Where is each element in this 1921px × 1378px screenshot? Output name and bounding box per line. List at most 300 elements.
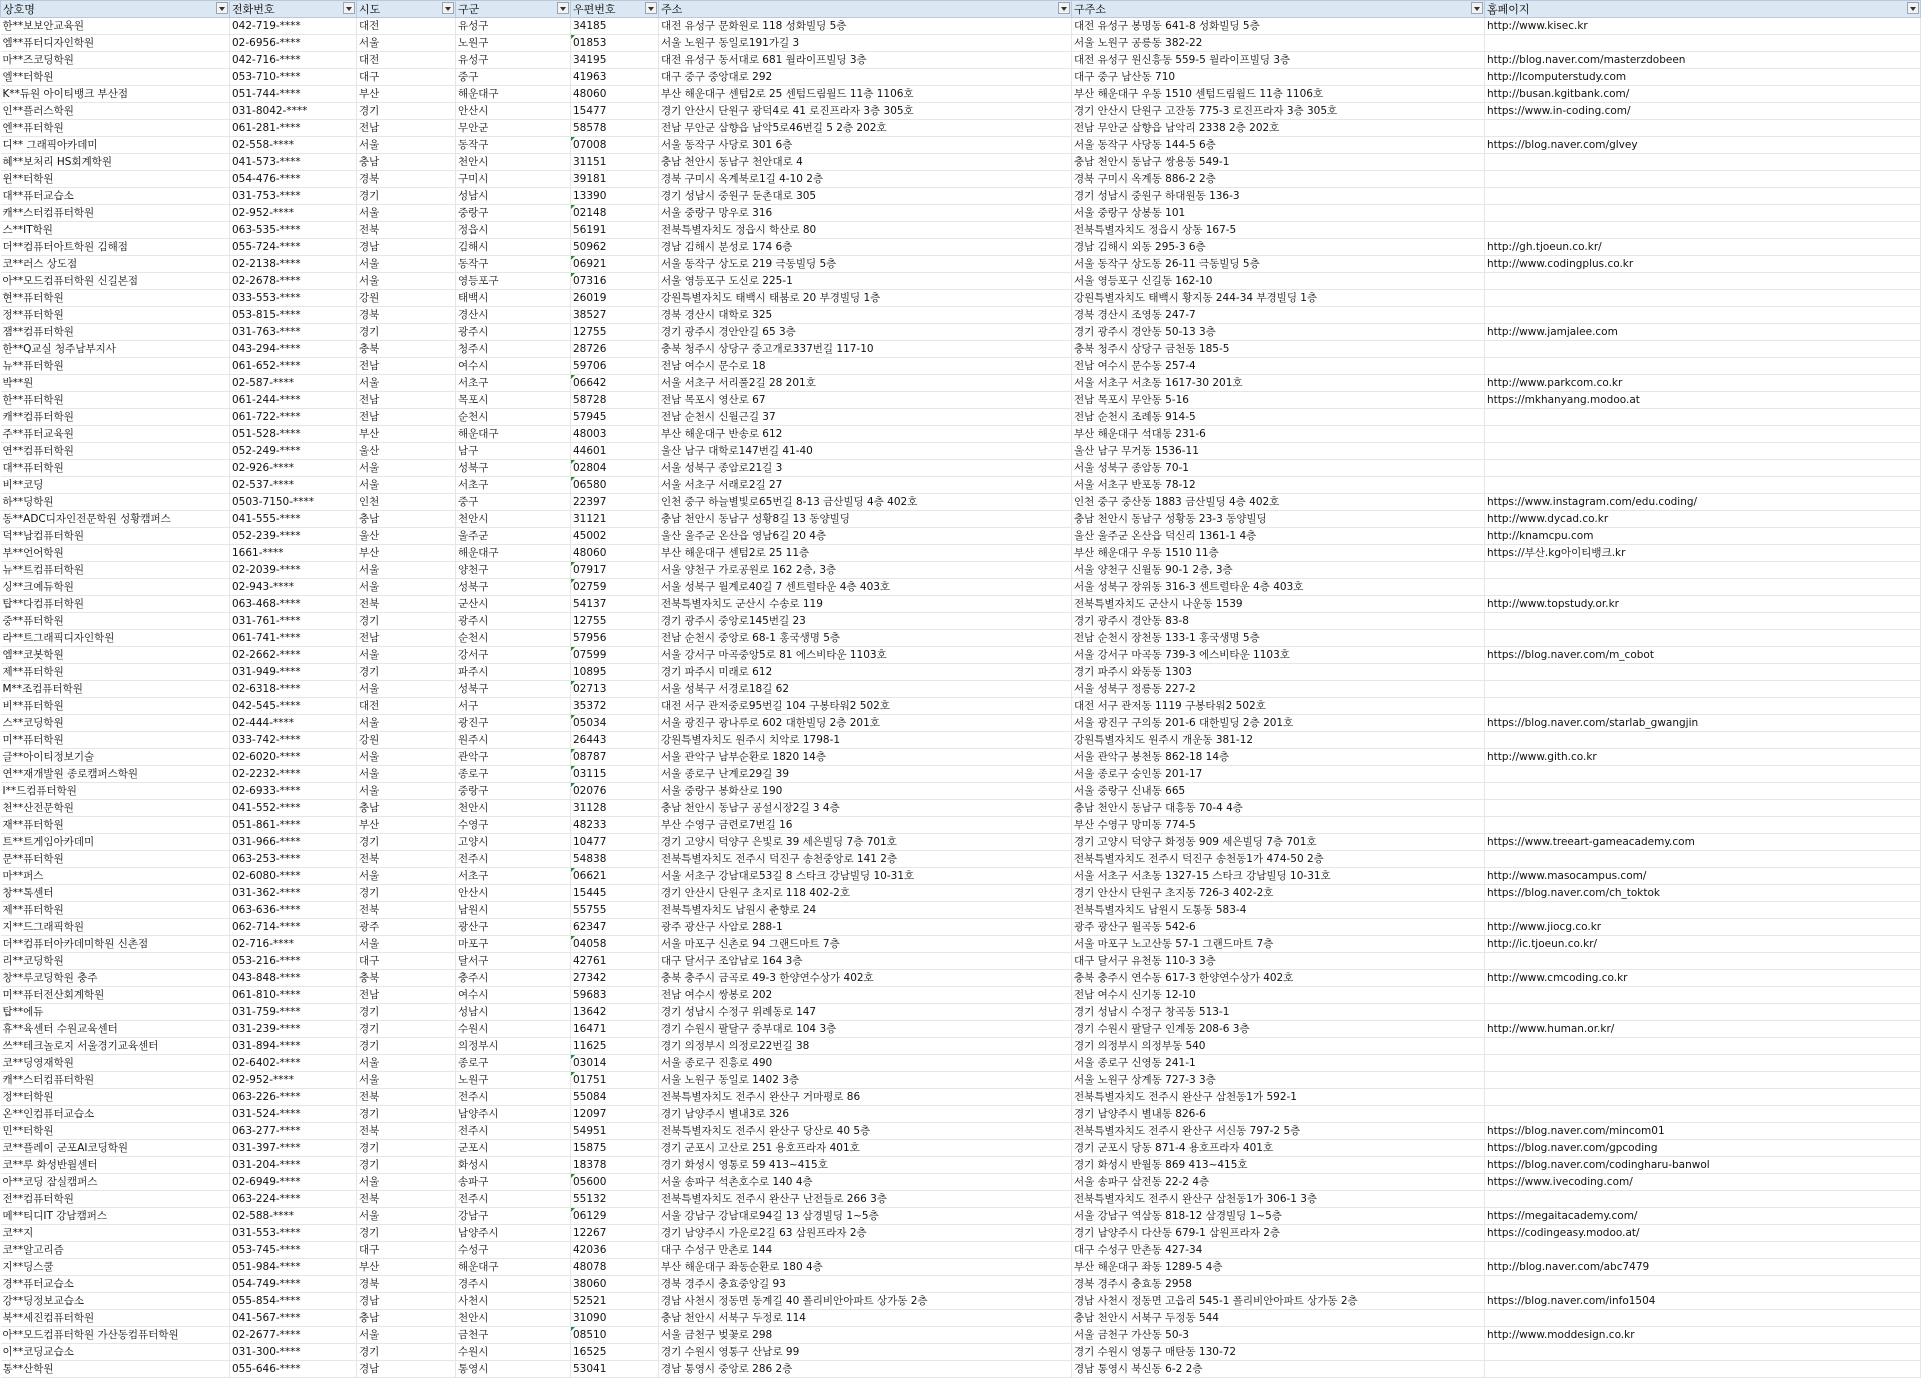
cell-phone[interactable]: 02-952-**** bbox=[230, 1072, 357, 1089]
cell-name[interactable]: 캐**스터컴퓨터학원 bbox=[1, 1072, 230, 1089]
cell-phone[interactable]: 02-6933-**** bbox=[230, 783, 357, 800]
cell-address[interactable]: 경기 남양주시 가운로2길 63 삼원프라자 2층 bbox=[659, 1225, 1072, 1242]
cell-homepage[interactable] bbox=[1485, 1242, 1921, 1259]
cell-phone[interactable]: 02-2662-**** bbox=[230, 647, 357, 664]
cell-address[interactable]: 경기 안산시 단원구 초지로 118 402-2호 bbox=[659, 885, 1072, 902]
cell-address[interactable]: 충남 천안시 서북구 두정로 114 bbox=[659, 1310, 1072, 1327]
cell-address[interactable]: 대전 유성구 문화원로 118 성화빌딩 5층 bbox=[659, 18, 1072, 35]
cell-district[interactable]: 관악구 bbox=[456, 749, 571, 766]
cell-address[interactable]: 경기 광주시 중앙로145번길 23 bbox=[659, 613, 1072, 630]
cell-address[interactable]: 대구 달서구 조암남로 164 3층 bbox=[659, 953, 1072, 970]
cell-province[interactable]: 대전 bbox=[357, 698, 456, 715]
cell-homepage[interactable]: http://www.kisec.kr bbox=[1485, 18, 1921, 35]
cell-homepage[interactable]: https://blog.naver.com/starlab_gwangjin bbox=[1485, 715, 1921, 732]
cell-district[interactable]: 강남구 bbox=[456, 1208, 571, 1225]
cell-homepage[interactable]: https://www.ivecoding.com/ bbox=[1485, 1174, 1921, 1191]
cell-old-address[interactable]: 서울 노원구 상계동 727-3 3층 bbox=[1072, 1072, 1485, 1089]
cell-province[interactable]: 서울 bbox=[357, 562, 456, 579]
cell-address[interactable]: 서울 서초구 서리풀2길 28 201호 bbox=[659, 375, 1072, 392]
column-header-homepage[interactable] bbox=[1485, 1, 1921, 18]
cell-zipcode[interactable]: 44601 bbox=[571, 443, 659, 460]
cell-name[interactable]: 코**알고리즘 bbox=[1, 1242, 230, 1259]
cell-province[interactable]: 충남 bbox=[357, 800, 456, 817]
cell-province[interactable]: 경기 bbox=[357, 613, 456, 630]
cell-province[interactable]: 충남 bbox=[357, 1310, 456, 1327]
cell-province[interactable]: 전북 bbox=[357, 596, 456, 613]
cell-homepage[interactable] bbox=[1485, 630, 1921, 647]
cell-province[interactable]: 서울 bbox=[357, 749, 456, 766]
cell-name[interactable]: 코**딩영재학원 bbox=[1, 1055, 230, 1072]
cell-province[interactable]: 서울 bbox=[357, 1208, 456, 1225]
cell-zipcode[interactable]: 59706 bbox=[571, 358, 659, 375]
filter-dropdown-icon[interactable] bbox=[645, 2, 657, 14]
cell-phone[interactable]: 063-636-**** bbox=[230, 902, 357, 919]
cell-old-address[interactable]: 경기 안산시 단원구 초지동 726-3 402-2호 bbox=[1072, 885, 1485, 902]
cell-zipcode[interactable]: 48060 bbox=[571, 545, 659, 562]
cell-district[interactable]: 충주시 bbox=[456, 970, 571, 987]
cell-name[interactable]: 글**아이티정보기술 bbox=[1, 749, 230, 766]
cell-homepage[interactable]: http://busan.kgitbank.com/ bbox=[1485, 86, 1921, 103]
cell-homepage[interactable] bbox=[1485, 902, 1921, 919]
cell-district[interactable]: 수원시 bbox=[456, 1021, 571, 1038]
cell-zipcode[interactable]: 39181 bbox=[571, 171, 659, 188]
cell-province[interactable]: 전남 bbox=[357, 987, 456, 1004]
cell-old-address[interactable]: 서울 종로구 신영동 241-1 bbox=[1072, 1055, 1485, 1072]
cell-province[interactable]: 경남 bbox=[357, 239, 456, 256]
cell-homepage[interactable] bbox=[1485, 766, 1921, 783]
cell-homepage[interactable]: https://blog.naver.com/codingharu-banwol bbox=[1485, 1157, 1921, 1174]
cell-district[interactable]: 수영구 bbox=[456, 817, 571, 834]
cell-district[interactable]: 통영시 bbox=[456, 1361, 571, 1378]
cell-old-address[interactable]: 강원특별자치도 태백시 황지동 244-34 부경빌딩 1층 bbox=[1072, 290, 1485, 307]
cell-homepage[interactable]: http://www.jiocg.co.kr bbox=[1485, 919, 1921, 936]
cell-district[interactable]: 양천구 bbox=[456, 562, 571, 579]
cell-old-address[interactable]: 경기 광주시 경안동 50-13 3층 bbox=[1072, 324, 1485, 341]
cell-address[interactable]: 전남 무안군 삼향읍 남악5로46번길 5 2층 202호 bbox=[659, 120, 1072, 137]
cell-district[interactable]: 안산시 bbox=[456, 885, 571, 902]
cell-homepage[interactable]: http://www.topstudy.or.kr bbox=[1485, 596, 1921, 613]
cell-address[interactable]: 서울 동작구 사당로 301 6층 bbox=[659, 137, 1072, 154]
cell-homepage[interactable] bbox=[1485, 171, 1921, 188]
cell-province[interactable]: 전남 bbox=[357, 392, 456, 409]
cell-homepage[interactable] bbox=[1485, 681, 1921, 698]
cell-district[interactable]: 무안군 bbox=[456, 120, 571, 137]
cell-phone[interactable]: 1661-**** bbox=[230, 545, 357, 562]
cell-zipcode[interactable]: 22397 bbox=[571, 494, 659, 511]
cell-homepage[interactable] bbox=[1485, 1276, 1921, 1293]
cell-province[interactable]: 서울 bbox=[357, 477, 456, 494]
cell-old-address[interactable]: 서울 성북구 정릉동 227-2 bbox=[1072, 681, 1485, 698]
cell-province[interactable]: 서울 bbox=[357, 766, 456, 783]
cell-name[interactable]: 재**퓨터학원 bbox=[1, 817, 230, 834]
cell-phone[interactable]: 02-537-**** bbox=[230, 477, 357, 494]
cell-address[interactable]: 서울 동작구 상도로 219 극동빌딩 5층 bbox=[659, 256, 1072, 273]
cell-address[interactable]: 전남 목포시 영산로 67 bbox=[659, 392, 1072, 409]
cell-phone[interactable]: 053-745-**** bbox=[230, 1242, 357, 1259]
column-header-address[interactable] bbox=[659, 1, 1072, 18]
cell-homepage[interactable] bbox=[1485, 1072, 1921, 1089]
cell-name[interactable]: 창**톡센터 bbox=[1, 885, 230, 902]
cell-address[interactable]: 경남 통영시 중앙로 286 2층 bbox=[659, 1361, 1072, 1378]
cell-phone[interactable]: 031-966-**** bbox=[230, 834, 357, 851]
cell-old-address[interactable]: 대구 달서구 유천동 110-3 3층 bbox=[1072, 953, 1485, 970]
cell-district[interactable]: 여수시 bbox=[456, 987, 571, 1004]
cell-district[interactable]: 군포시 bbox=[456, 1140, 571, 1157]
cell-address[interactable]: 경기 고양시 덕양구 은빛로 39 세은빌딩 7층 701호 bbox=[659, 834, 1072, 851]
cell-homepage[interactable] bbox=[1485, 1106, 1921, 1123]
cell-phone[interactable]: 043-294-**** bbox=[230, 341, 357, 358]
column-header-province[interactable] bbox=[357, 1, 456, 18]
cell-homepage[interactable]: http://www.dycad.co.kr bbox=[1485, 511, 1921, 528]
cell-address[interactable]: 강원특별자치도 태백시 태붐로 20 부경빌딩 1층 bbox=[659, 290, 1072, 307]
cell-old-address[interactable]: 경남 통영시 북신동 6-2 2층 bbox=[1072, 1361, 1485, 1378]
cell-old-address[interactable]: 전북특별자치도 정읍시 상동 167-5 bbox=[1072, 222, 1485, 239]
cell-homepage[interactable]: https://blog.naver.com/ch_toktok bbox=[1485, 885, 1921, 902]
cell-phone[interactable]: 051-744-**** bbox=[230, 86, 357, 103]
cell-district[interactable]: 구미시 bbox=[456, 171, 571, 188]
cell-name[interactable]: 지**딩스쿨 bbox=[1, 1259, 230, 1276]
cell-address[interactable]: 전북특별자치도 전주시 완산구 당산로 40 5층 bbox=[659, 1123, 1072, 1140]
cell-district[interactable]: 금천구 bbox=[456, 1327, 571, 1344]
cell-province[interactable]: 대전 bbox=[357, 52, 456, 69]
cell-old-address[interactable]: 울산 남구 무거동 1536-11 bbox=[1072, 443, 1485, 460]
cell-old-address[interactable]: 경기 수원시 팔달구 인계동 208-6 3층 bbox=[1072, 1021, 1485, 1038]
cell-address[interactable]: 전북특별자치도 전주시 완산구 거마평로 86 bbox=[659, 1089, 1072, 1106]
cell-homepage[interactable] bbox=[1485, 1038, 1921, 1055]
cell-zipcode[interactable]: 06580 bbox=[571, 477, 659, 494]
cell-zipcode[interactable]: 15477 bbox=[571, 103, 659, 120]
cell-homepage[interactable]: https://blog.naver.com/m_cobot bbox=[1485, 647, 1921, 664]
cell-district[interactable]: 종로구 bbox=[456, 766, 571, 783]
cell-address[interactable]: 서울 광진구 광나루로 602 대한빌딩 2층 201호 bbox=[659, 715, 1072, 732]
cell-province[interactable]: 서울 bbox=[357, 715, 456, 732]
cell-homepage[interactable]: http://knamcpu.com bbox=[1485, 528, 1921, 545]
cell-name[interactable]: 연**컴퓨터학원 bbox=[1, 443, 230, 460]
cell-name[interactable]: 캐**컴퓨터학원 bbox=[1, 409, 230, 426]
cell-phone[interactable]: 02-2678-**** bbox=[230, 273, 357, 290]
cell-homepage[interactable] bbox=[1485, 851, 1921, 868]
cell-phone[interactable]: 061-810-**** bbox=[230, 987, 357, 1004]
cell-district[interactable]: 천안시 bbox=[456, 511, 571, 528]
cell-zipcode[interactable]: 07316 bbox=[571, 273, 659, 290]
cell-district[interactable]: 태백시 bbox=[456, 290, 571, 307]
cell-name[interactable]: 문**퓨터학원 bbox=[1, 851, 230, 868]
cell-zipcode[interactable]: 56191 bbox=[571, 222, 659, 239]
cell-zipcode[interactable]: 02713 bbox=[571, 681, 659, 698]
cell-name[interactable]: 중**퓨터학원 bbox=[1, 613, 230, 630]
cell-name[interactable]: 코**루 화성반월센터 bbox=[1, 1157, 230, 1174]
cell-name[interactable]: 엠**퓨터디자인학원 bbox=[1, 35, 230, 52]
cell-district[interactable]: 성북구 bbox=[456, 579, 571, 596]
cell-homepage[interactable]: http://www.parkcom.co.kr bbox=[1485, 375, 1921, 392]
cell-province[interactable]: 전북 bbox=[357, 1089, 456, 1106]
cell-homepage[interactable] bbox=[1485, 783, 1921, 800]
cell-old-address[interactable]: 서울 노원구 공릉동 382-22 bbox=[1072, 35, 1485, 52]
cell-homepage[interactable] bbox=[1485, 1055, 1921, 1072]
cell-zipcode[interactable]: 06621 bbox=[571, 868, 659, 885]
cell-old-address[interactable]: 인천 중구 중산동 1883 금산빌딩 4층 402호 bbox=[1072, 494, 1485, 511]
cell-province[interactable]: 전남 bbox=[357, 120, 456, 137]
cell-old-address[interactable]: 부산 수영구 망미동 774-5 bbox=[1072, 817, 1485, 834]
cell-homepage[interactable] bbox=[1485, 154, 1921, 171]
cell-old-address[interactable]: 부산 해운대구 우동 1510 11층 bbox=[1072, 545, 1485, 562]
cell-homepage[interactable] bbox=[1485, 1310, 1921, 1327]
cell-district[interactable]: 전주시 bbox=[456, 1191, 571, 1208]
filter-dropdown-icon[interactable] bbox=[1471, 2, 1483, 14]
cell-zipcode[interactable]: 31128 bbox=[571, 800, 659, 817]
cell-homepage[interactable]: https://부산.kg아이티뱅크.kr bbox=[1485, 545, 1921, 562]
cell-old-address[interactable]: 경기 광주시 경안동 83-8 bbox=[1072, 613, 1485, 630]
cell-province[interactable]: 전남 bbox=[357, 358, 456, 375]
cell-old-address[interactable]: 전북특별자치도 전주시 덕진구 송천동1가 474-50 2층 bbox=[1072, 851, 1485, 868]
cell-province[interactable]: 경기 bbox=[357, 1038, 456, 1055]
cell-district[interactable]: 유성구 bbox=[456, 18, 571, 35]
cell-phone[interactable]: 054-749-**** bbox=[230, 1276, 357, 1293]
cell-phone[interactable]: 031-553-**** bbox=[230, 1225, 357, 1242]
cell-old-address[interactable]: 경기 화성시 반월동 869 413~415호 bbox=[1072, 1157, 1485, 1174]
cell-phone[interactable]: 063-224-**** bbox=[230, 1191, 357, 1208]
cell-zipcode[interactable]: 03115 bbox=[571, 766, 659, 783]
cell-district[interactable]: 성북구 bbox=[456, 460, 571, 477]
cell-phone[interactable]: 031-8042-**** bbox=[230, 103, 357, 120]
cell-zipcode[interactable]: 57945 bbox=[571, 409, 659, 426]
cell-homepage[interactable]: https://www.in-coding.com/ bbox=[1485, 103, 1921, 120]
cell-old-address[interactable]: 충남 천안시 동남구 쌍용동 549-1 bbox=[1072, 154, 1485, 171]
cell-zipcode[interactable]: 26019 bbox=[571, 290, 659, 307]
cell-old-address[interactable]: 전남 여수시 문수동 257-4 bbox=[1072, 358, 1485, 375]
cell-homepage[interactable]: http://www.moddesign.co.kr bbox=[1485, 1327, 1921, 1344]
cell-district[interactable]: 성남시 bbox=[456, 1004, 571, 1021]
cell-phone[interactable]: 02-558-**** bbox=[230, 137, 357, 154]
cell-address[interactable]: 전남 여수시 쌍봉로 202 bbox=[659, 987, 1072, 1004]
column-header-old-address[interactable] bbox=[1072, 1, 1485, 18]
cell-district[interactable]: 고양시 bbox=[456, 834, 571, 851]
cell-address[interactable]: 서울 강남구 강남대로94길 13 삼경빌딩 1~5층 bbox=[659, 1208, 1072, 1225]
cell-old-address[interactable]: 경기 파주시 와동동 1303 bbox=[1072, 664, 1485, 681]
cell-province[interactable]: 서울 bbox=[357, 868, 456, 885]
cell-address[interactable]: 경기 의정부시 의정로22번길 38 bbox=[659, 1038, 1072, 1055]
cell-phone[interactable]: 063-277-**** bbox=[230, 1123, 357, 1140]
cell-name[interactable]: 지**드그래픽학원 bbox=[1, 919, 230, 936]
cell-phone[interactable]: 02-716-**** bbox=[230, 936, 357, 953]
cell-phone[interactable]: 031-362-**** bbox=[230, 885, 357, 902]
cell-phone[interactable]: 031-763-**** bbox=[230, 324, 357, 341]
cell-province[interactable]: 경남 bbox=[357, 1361, 456, 1378]
cell-zipcode[interactable]: 50962 bbox=[571, 239, 659, 256]
cell-name[interactable]: 하**딩학원 bbox=[1, 494, 230, 511]
cell-phone[interactable]: 063-468-**** bbox=[230, 596, 357, 613]
cell-zipcode[interactable]: 13390 bbox=[571, 188, 659, 205]
cell-homepage[interactable] bbox=[1485, 698, 1921, 715]
cell-homepage[interactable] bbox=[1485, 460, 1921, 477]
cell-phone[interactable]: 02-444-**** bbox=[230, 715, 357, 732]
cell-phone[interactable]: 02-2138-**** bbox=[230, 256, 357, 273]
cell-name[interactable]: 창**루코딩학원 충주 bbox=[1, 970, 230, 987]
cell-zipcode[interactable]: 54838 bbox=[571, 851, 659, 868]
cell-district[interactable]: 순천시 bbox=[456, 630, 571, 647]
cell-address[interactable]: 대구 중구 중앙대로 292 bbox=[659, 69, 1072, 86]
cell-homepage[interactable] bbox=[1485, 290, 1921, 307]
cell-name[interactable]: 코**지 bbox=[1, 1225, 230, 1242]
cell-district[interactable]: 유성구 bbox=[456, 52, 571, 69]
cell-province[interactable]: 경북 bbox=[357, 1276, 456, 1293]
cell-province[interactable]: 충남 bbox=[357, 511, 456, 528]
cell-zipcode[interactable]: 07599 bbox=[571, 647, 659, 664]
cell-province[interactable]: 울산 bbox=[357, 528, 456, 545]
cell-phone[interactable]: 031-300-**** bbox=[230, 1344, 357, 1361]
cell-name[interactable]: 정**퓨터학원 bbox=[1, 307, 230, 324]
filter-dropdown-icon[interactable] bbox=[216, 2, 228, 14]
cell-zipcode[interactable]: 55755 bbox=[571, 902, 659, 919]
cell-province[interactable]: 경기 bbox=[357, 834, 456, 851]
cell-province[interactable]: 서울 bbox=[357, 205, 456, 222]
cell-homepage[interactable] bbox=[1485, 1191, 1921, 1208]
cell-homepage[interactable]: https://blog.naver.com/info1504 bbox=[1485, 1293, 1921, 1310]
cell-district[interactable]: 중랑구 bbox=[456, 783, 571, 800]
cell-homepage[interactable] bbox=[1485, 409, 1921, 426]
cell-name[interactable]: 현**퓨터학원 bbox=[1, 290, 230, 307]
cell-district[interactable]: 사천시 bbox=[456, 1293, 571, 1310]
cell-district[interactable]: 동작구 bbox=[456, 137, 571, 154]
cell-homepage[interactable] bbox=[1485, 120, 1921, 137]
cell-address[interactable]: 전북특별자치도 정읍시 학산로 80 bbox=[659, 222, 1072, 239]
cell-province[interactable]: 부산 bbox=[357, 817, 456, 834]
cell-name[interactable]: 혜**보처리 HS회계학원 bbox=[1, 154, 230, 171]
cell-name[interactable]: 대**퓨터교습소 bbox=[1, 188, 230, 205]
cell-province[interactable]: 서울 bbox=[357, 936, 456, 953]
cell-zipcode[interactable]: 10895 bbox=[571, 664, 659, 681]
cell-old-address[interactable]: 경남 김해시 외동 295-3 6층 bbox=[1072, 239, 1485, 256]
cell-district[interactable]: 천안시 bbox=[456, 1310, 571, 1327]
cell-province[interactable]: 경기 bbox=[357, 324, 456, 341]
cell-address[interactable]: 전북특별자치도 전주시 덕진구 송천중앙로 141 2층 bbox=[659, 851, 1072, 868]
cell-district[interactable]: 송파구 bbox=[456, 1174, 571, 1191]
cell-address[interactable]: 충북 청주시 상당구 중고개로337번길 117-10 bbox=[659, 341, 1072, 358]
cell-district[interactable]: 남양주시 bbox=[456, 1106, 571, 1123]
cell-old-address[interactable]: 전남 목포시 무안동 5-16 bbox=[1072, 392, 1485, 409]
cell-district[interactable]: 종로구 bbox=[456, 1055, 571, 1072]
cell-phone[interactable]: 042-545-**** bbox=[230, 698, 357, 715]
cell-old-address[interactable]: 경기 수원시 영통구 매탄동 130-72 bbox=[1072, 1344, 1485, 1361]
cell-homepage[interactable] bbox=[1485, 273, 1921, 290]
cell-address[interactable]: 부산 해운대구 반송로 612 bbox=[659, 426, 1072, 443]
cell-phone[interactable]: 031-204-**** bbox=[230, 1157, 357, 1174]
cell-district[interactable]: 광산구 bbox=[456, 919, 571, 936]
cell-old-address[interactable]: 서울 광진구 구의동 201-6 대한빌딩 2층 201호 bbox=[1072, 715, 1485, 732]
cell-old-address[interactable]: 서울 성북구 종암동 70-1 bbox=[1072, 460, 1485, 477]
cell-zipcode[interactable]: 35372 bbox=[571, 698, 659, 715]
cell-homepage[interactable]: http://www.codingplus.co.kr bbox=[1485, 256, 1921, 273]
cell-address[interactable]: 전남 순천시 신월근길 37 bbox=[659, 409, 1072, 426]
cell-phone[interactable]: 061-244-**** bbox=[230, 392, 357, 409]
cell-address[interactable]: 강원특별자치도 원주시 치악로 1798-1 bbox=[659, 732, 1072, 749]
cell-phone[interactable]: 054-476-**** bbox=[230, 171, 357, 188]
cell-homepage[interactable] bbox=[1485, 426, 1921, 443]
cell-province[interactable]: 서울 bbox=[357, 256, 456, 273]
cell-district[interactable]: 해운대구 bbox=[456, 1259, 571, 1276]
cell-province[interactable]: 경남 bbox=[357, 1293, 456, 1310]
cell-homepage[interactable] bbox=[1485, 307, 1921, 324]
cell-phone[interactable]: 053-710-**** bbox=[230, 69, 357, 86]
cell-old-address[interactable]: 전북특별자치도 전주시 완산구 서신동 797-2 5층 bbox=[1072, 1123, 1485, 1140]
cell-address[interactable]: 경기 군포시 고산로 251 용호프라자 401호 bbox=[659, 1140, 1072, 1157]
cell-name[interactable]: 한**퓨터학원 bbox=[1, 392, 230, 409]
cell-zipcode[interactable]: 07917 bbox=[571, 562, 659, 579]
cell-name[interactable]: 더**컴퓨터아카데미학원 신촌점 bbox=[1, 936, 230, 953]
cell-old-address[interactable]: 부산 해운대구 석대동 231-6 bbox=[1072, 426, 1485, 443]
cell-old-address[interactable]: 부산 해운대구 우동 1510 센텀드림월드 11층 1106호 bbox=[1072, 86, 1485, 103]
cell-zipcode[interactable]: 02076 bbox=[571, 783, 659, 800]
cell-province[interactable]: 서울 bbox=[357, 375, 456, 392]
cell-zipcode[interactable]: 03014 bbox=[571, 1055, 659, 1072]
cell-name[interactable]: 스**IT학원 bbox=[1, 222, 230, 239]
cell-zipcode[interactable]: 07008 bbox=[571, 137, 659, 154]
cell-address[interactable]: 전북특별자치도 남원시 춘향로 24 bbox=[659, 902, 1072, 919]
cell-homepage[interactable] bbox=[1485, 1004, 1921, 1021]
cell-district[interactable]: 달서구 bbox=[456, 953, 571, 970]
cell-name[interactable]: 강**딩정보교습소 bbox=[1, 1293, 230, 1310]
cell-name[interactable]: 리**코딩학원 bbox=[1, 953, 230, 970]
cell-homepage[interactable]: https://codingeasy.modoo.at/ bbox=[1485, 1225, 1921, 1242]
cell-homepage[interactable] bbox=[1485, 562, 1921, 579]
cell-zipcode[interactable]: 08787 bbox=[571, 749, 659, 766]
cell-phone[interactable]: 02-588-**** bbox=[230, 1208, 357, 1225]
cell-district[interactable]: 울주군 bbox=[456, 528, 571, 545]
cell-district[interactable]: 서초구 bbox=[456, 477, 571, 494]
cell-homepage[interactable]: http://www.human.or.kr/ bbox=[1485, 1021, 1921, 1038]
cell-district[interactable]: 안산시 bbox=[456, 103, 571, 120]
cell-homepage[interactable]: https://blog.naver.com/glvey bbox=[1485, 137, 1921, 154]
cell-district[interactable]: 중구 bbox=[456, 69, 571, 86]
cell-phone[interactable]: 061-722-**** bbox=[230, 409, 357, 426]
cell-address[interactable]: 부산 해운대구 센텀2로 25 11층 bbox=[659, 545, 1072, 562]
cell-phone[interactable]: 055-724-**** bbox=[230, 239, 357, 256]
cell-province[interactable]: 대구 bbox=[357, 1242, 456, 1259]
cell-old-address[interactable]: 충남 천안시 동남구 대흥동 70-4 4층 bbox=[1072, 800, 1485, 817]
cell-zipcode[interactable]: 06921 bbox=[571, 256, 659, 273]
cell-district[interactable]: 마포구 bbox=[456, 936, 571, 953]
cell-province[interactable]: 경기 bbox=[357, 1004, 456, 1021]
cell-province[interactable]: 전남 bbox=[357, 409, 456, 426]
cell-homepage[interactable] bbox=[1485, 477, 1921, 494]
cell-zipcode[interactable]: 11625 bbox=[571, 1038, 659, 1055]
cell-zipcode[interactable]: 48233 bbox=[571, 817, 659, 834]
cell-district[interactable]: 노원구 bbox=[456, 35, 571, 52]
cell-address[interactable]: 충남 천안시 동남구 성황8길 13 동양빌딩 bbox=[659, 511, 1072, 528]
cell-zipcode[interactable]: 05034 bbox=[571, 715, 659, 732]
cell-name[interactable]: 엘**터학원 bbox=[1, 69, 230, 86]
cell-name[interactable]: 인**플러스학원 bbox=[1, 103, 230, 120]
cell-name[interactable]: 비**퓨터학원 bbox=[1, 698, 230, 715]
cell-name[interactable]: 코**플레이 군포AI코딩학원 bbox=[1, 1140, 230, 1157]
cell-phone[interactable]: 051-861-**** bbox=[230, 817, 357, 834]
cell-district[interactable]: 광진구 bbox=[456, 715, 571, 732]
cell-old-address[interactable]: 충남 천안시 서북구 두정동 544 bbox=[1072, 1310, 1485, 1327]
cell-district[interactable]: 수원시 bbox=[456, 1344, 571, 1361]
cell-address[interactable]: 경북 경산시 대학로 325 bbox=[659, 307, 1072, 324]
cell-zipcode[interactable]: 48060 bbox=[571, 86, 659, 103]
cell-zipcode[interactable]: 57956 bbox=[571, 630, 659, 647]
cell-phone[interactable]: 053-216-**** bbox=[230, 953, 357, 970]
cell-province[interactable]: 서울 bbox=[357, 1072, 456, 1089]
cell-phone[interactable]: 063-253-**** bbox=[230, 851, 357, 868]
cell-old-address[interactable]: 충남 천안시 동남구 성황동 23-3 동양빌딩 bbox=[1072, 511, 1485, 528]
cell-district[interactable]: 노원구 bbox=[456, 1072, 571, 1089]
cell-address[interactable]: 서울 강서구 마곡중앙5로 81 에스비타운 1103호 bbox=[659, 647, 1072, 664]
cell-name[interactable]: 미**퓨터학원 bbox=[1, 732, 230, 749]
cell-province[interactable]: 서울 bbox=[357, 1055, 456, 1072]
cell-district[interactable]: 서초구 bbox=[456, 375, 571, 392]
